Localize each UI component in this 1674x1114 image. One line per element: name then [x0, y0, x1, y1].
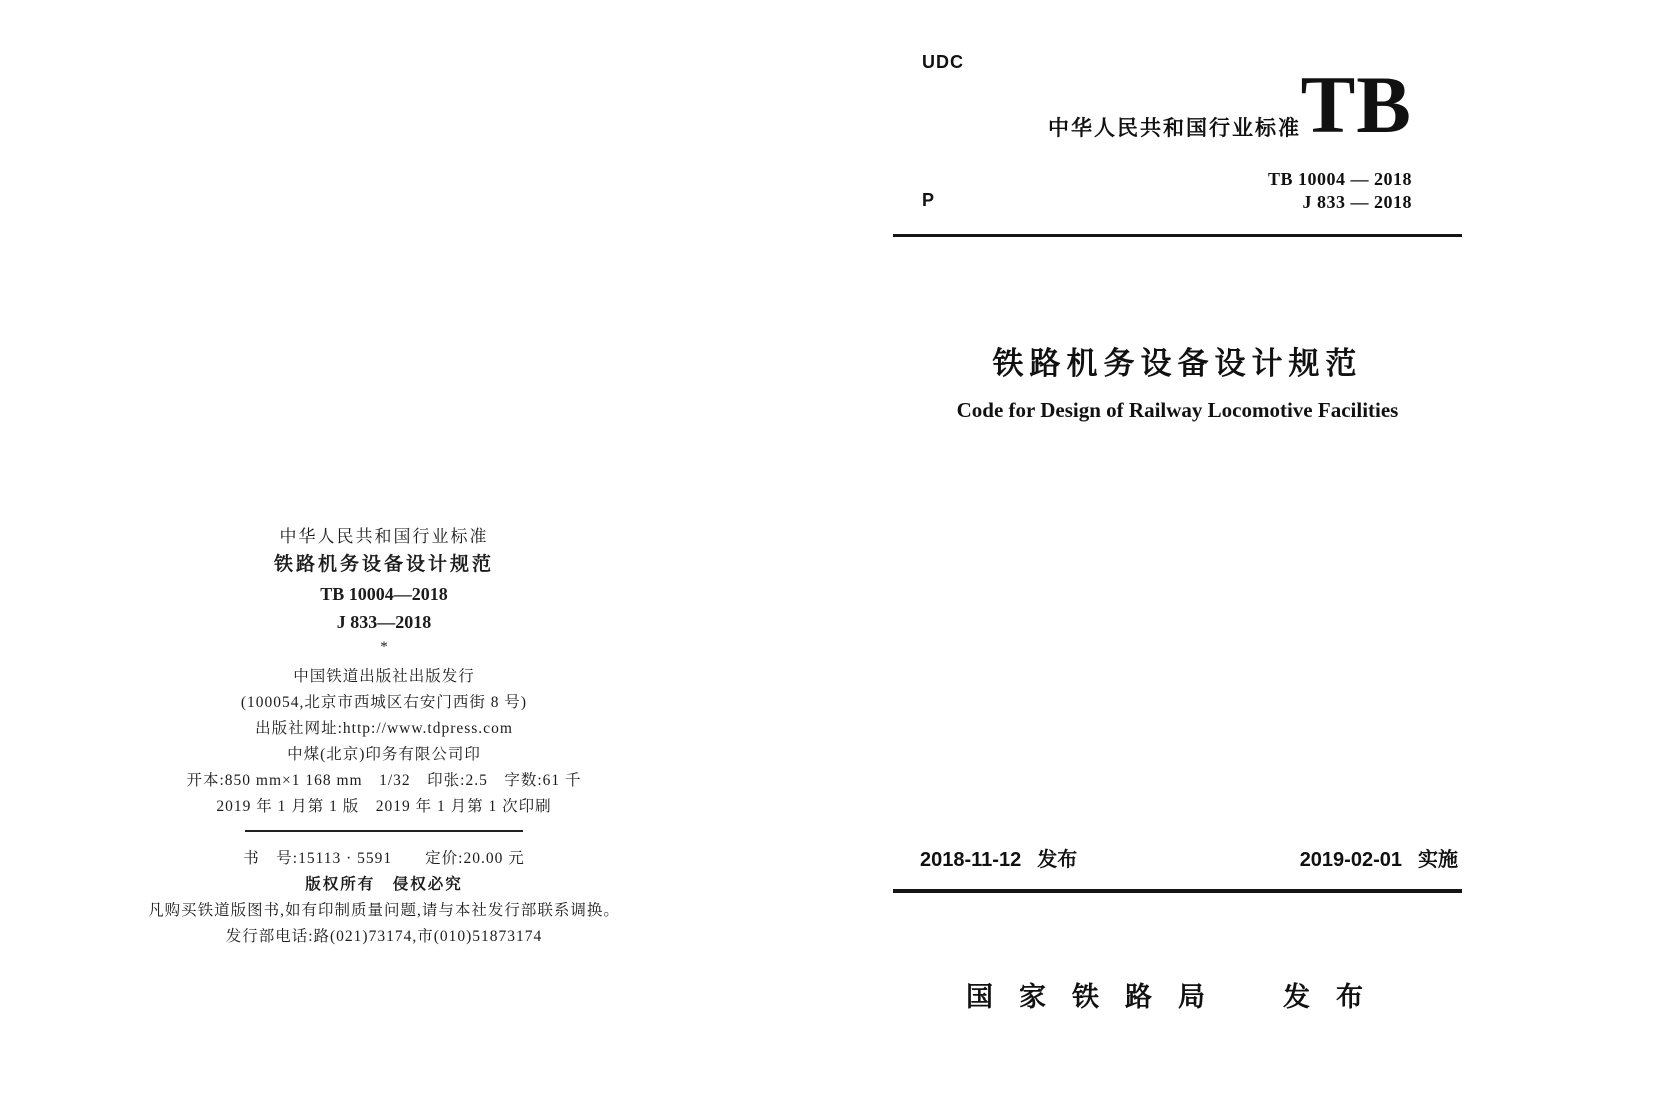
- printer-line: 中煤(北京)印务有限公司印: [287, 746, 481, 763]
- sales-phone-line: 发行部电话:路(021)73174,市(010)51873174: [225, 928, 543, 945]
- classification-letter: P: [922, 190, 935, 210]
- cover-dates-row: [920, 843, 1458, 872]
- cover-standard-numbers: [1268, 168, 1412, 214]
- record-number-line: J 833—2018: [336, 612, 432, 632]
- cover-standard-class: 中华人民共和国行业标准: [1048, 117, 1301, 140]
- cover-title-cn: 铁路机务设备设计规范: [992, 346, 1363, 381]
- implement-date-group: [1300, 843, 1458, 872]
- standard-code-letters: TB: [1300, 59, 1412, 150]
- udc-label: UDC: [922, 52, 964, 72]
- publisher-address-line: (100054,北京市西城区右安门西街 8 号): [240, 694, 528, 711]
- publisher-website-line: 出版社网址:http://www.tdpress.com: [255, 720, 513, 737]
- issuer-row: [893, 975, 1462, 1014]
- cover-record-number: J 833 — 2018: [1302, 192, 1412, 212]
- separator-star: *: [380, 639, 388, 655]
- standard-number-line: TB 10004—2018: [320, 584, 448, 604]
- cover-title-en: Code for Design of Railway Locomotive Facilities: [956, 398, 1399, 422]
- cover-top-rule: [893, 234, 1462, 237]
- quality-notice-line: 凡购买铁道版图书,如有印制质量问题,请与本社发行部联系调换。: [148, 902, 620, 919]
- cover-standard-number: TB 10004 — 2018: [1267, 169, 1412, 189]
- issuer-name: 国家铁路局: [966, 982, 1231, 1012]
- left-page-colophon: [133, 524, 635, 950]
- implement-date: 2019-02-01: [1299, 849, 1402, 871]
- copyright-notice-line: 版权所有 侵权必究: [305, 876, 463, 893]
- implement-label: 实施: [1418, 849, 1458, 871]
- cover-bottom-rule: [893, 889, 1462, 893]
- issuer-action: 发布: [1283, 982, 1389, 1012]
- publisher-line: 中国铁道出版社出版发行: [293, 668, 475, 685]
- edition-info-line: 2019 年 1 月第 1 版 2019 年 1 月第 1 次印刷: [216, 798, 552, 815]
- issue-label: 发布: [1037, 849, 1078, 871]
- issue-date: 2018-11-12: [920, 849, 1022, 871]
- book-number-price-line: 书 号:15113 · 5591 定价:20.00 元: [243, 850, 525, 867]
- standard-class-line: 中华人民共和国行业标准: [279, 527, 489, 546]
- issue-date-group: [920, 843, 1077, 872]
- standard-title-line: 铁路机务设备设计规范: [273, 554, 494, 575]
- colophon-divider-rule: [245, 830, 523, 832]
- format-info-line: 开本:850 mm×1 168 mm 1/32 印张:2.5 字数:61 千: [186, 772, 582, 789]
